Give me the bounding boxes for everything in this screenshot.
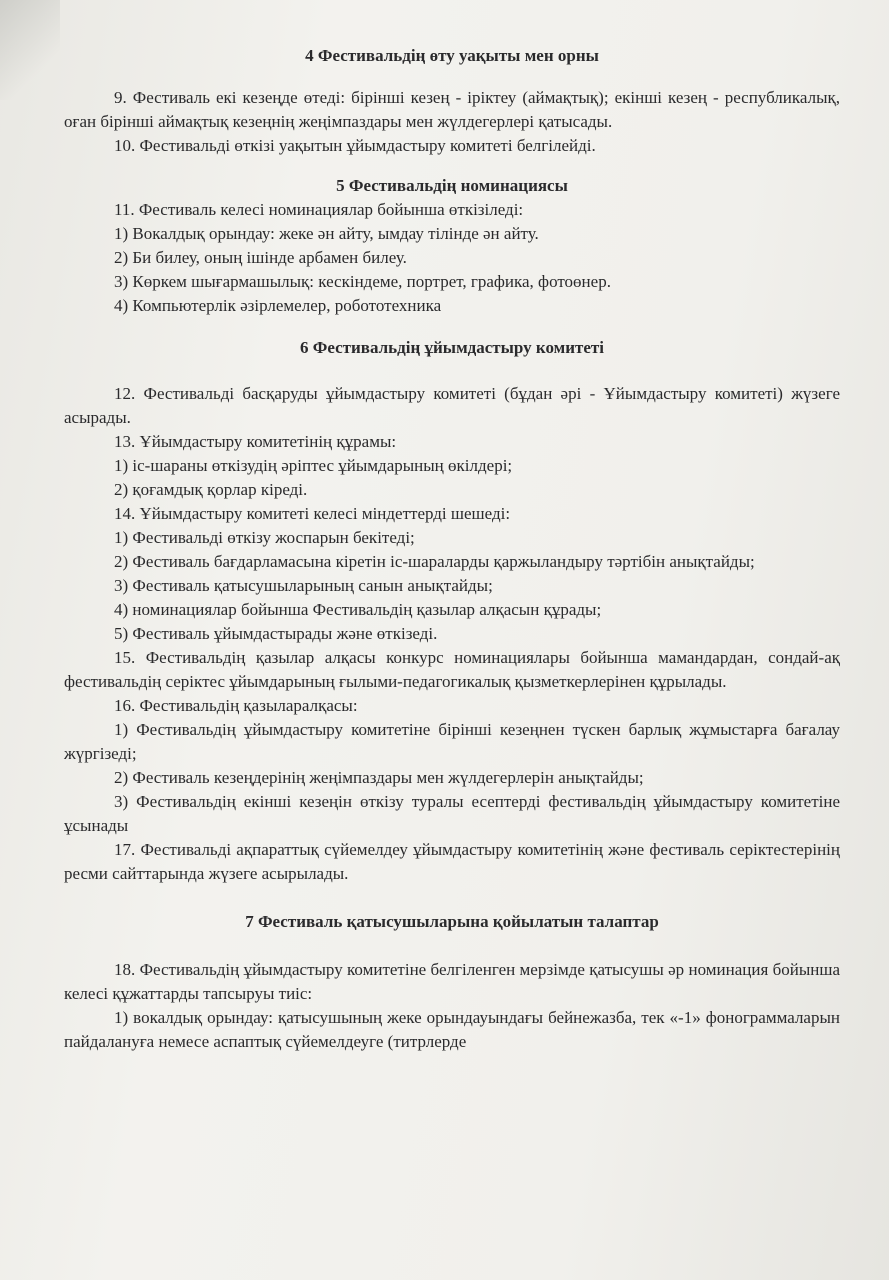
document-body xyxy=(64,44,840,1054)
section-7-title: 7 Фестиваль қатысушыларына қойылатын талаптар xyxy=(245,912,659,931)
list-item: 3) Фестиваль қатысушыларының санын анықтайды; xyxy=(114,576,493,595)
nomination-item: 1) Вокалдық орындау: жеке ән айту, ымдау тілінде ән айту. xyxy=(114,224,539,243)
paragraph-16: 16. Фестивальдің қазыларалқасы: xyxy=(114,696,358,715)
section-5-title: 5 Фестивальдің номинациясы xyxy=(336,176,568,195)
list-item: 4) номинациялар бойынша Фестивальдің қазылар алқасын құрады; xyxy=(114,600,602,619)
list-item: 1) вокалдық орындау: қатысушының жеке орындауындағы бейнежазба, тек «-1» фонограммаларын пайдалануға немесе аспаптық сүйемелдеуге (титрлерде xyxy=(64,1008,840,1051)
paragraph-17: 17. Фестивальді ақпараттық сүйемелдеу ұйымдастыру комитетінің және фестиваль серіктестерінің ресми сайттарында жүзеге асырылады. xyxy=(64,840,840,883)
paragraph-18: 18. Фестивальдің ұйымдастыру комитетіне белгіленген мерзімде қатысушы әр номинация бойынша келесі құжаттарды тапсыруы тиіс: xyxy=(64,960,840,1003)
list-item: 2) Фестиваль кезеңдерінің жеңімпаздары мен жүлдегерлерін анықтайды; xyxy=(114,768,644,787)
page-shadow xyxy=(0,0,60,100)
list-item: 2) Фестиваль бағдарламасына кіретін іс-шараларды қаржыландыру тәртібін анықтайды; xyxy=(114,552,755,571)
list-item: 5) Фестиваль ұйымдастырады және өткізеді. xyxy=(114,624,438,643)
list-item: 1) Фестивальді өткізу жоспарын бекітеді; xyxy=(114,528,415,547)
paragraph-14: 14. Ұйымдастыру комитеті келесі міндеттерді шешеді: xyxy=(114,504,511,523)
paragraph-15: 15. Фестивальдің қазылар алқасы конкурс номинациялары бойынша мамандардан, сондай-ақ фестивальдің серіктес ұйымдарының ғылыми-педагогикалық қызметкерлерінен құрылады. xyxy=(64,648,840,691)
list-item: 2) қоғамдық қорлар кіреді. xyxy=(114,480,308,499)
paragraph-10: 10. Фестивальді өткізі уақытын ұйымдастыру комитеті белгілейді. xyxy=(114,136,596,155)
section-4-title: 4 Фестивальдің өту уақыты мен орны xyxy=(305,46,599,65)
paragraph-11: 11. Фестиваль келесі номинациялар бойынша өткізіледі: xyxy=(114,200,524,219)
paragraph-13: 13. Ұйымдастыру комитетінің құрамы: xyxy=(114,432,397,451)
paragraph-12: 12. Фестивальді басқаруды ұйымдастыру комитеті (бұдан әрі - Ұйымдастыру комитеті) жүзеге асырады. xyxy=(64,384,840,427)
list-item: 3) Фестивальдің екінші кезеңін өткізу туралы есептерді фестивальдің ұйымдастыру комитетіне ұсынады xyxy=(64,792,840,835)
section-6-title: 6 Фестивальдің ұйымдастыру комитеті xyxy=(299,338,604,357)
list-item: 1) Фестивальдің ұйымдастыру комитетіне бірінші кезеңнен түскен барлық жұмыстарға бағалау жүргізеді; xyxy=(64,720,840,763)
paragraph-9: 9. Фестиваль екі кезеңде өтеді: бірінші кезең - іріктеу (аймақтық); екінші кезең - республикалық, оған бірінші аймақтық кезеңнің жеңімпаздары мен жүлдегерлері қатысады. xyxy=(64,88,840,131)
nomination-item: 4) Компьютерлік әзірлемелер, робототехника xyxy=(114,296,442,315)
nomination-item: 3) Көркем шығармашылық: кескіндеме, портрет, графика, фотоөнер. xyxy=(114,272,611,291)
list-item: 1) іс-шараны өткізудің әріптес ұйымдарының өкілдері; xyxy=(114,456,513,475)
nomination-item: 2) Би билеу, оның ішінде арбамен билеу. xyxy=(114,248,407,267)
